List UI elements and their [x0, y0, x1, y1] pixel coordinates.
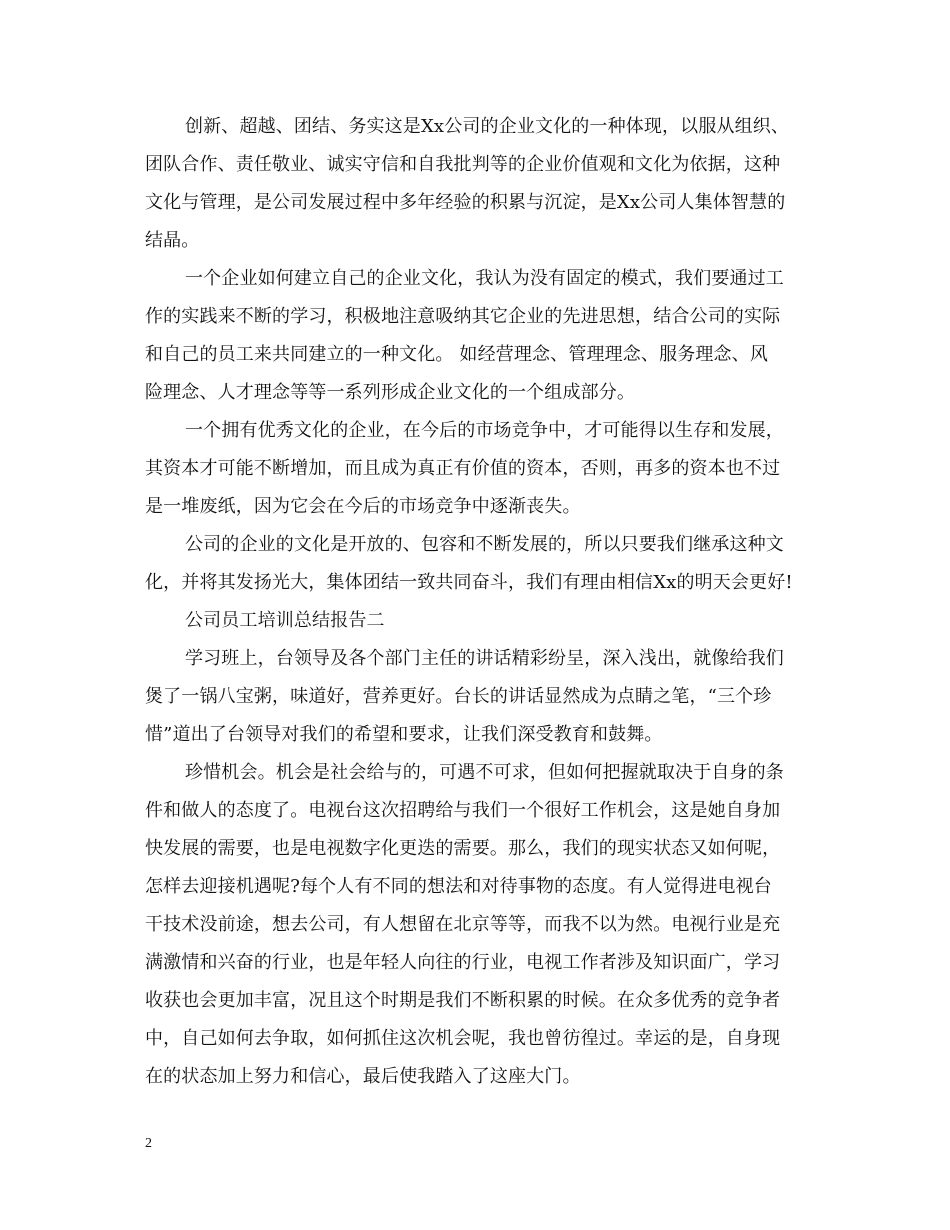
paragraph-4	[145, 535, 813, 592]
text-line: 惜”道出了台领导对我们的希望和要求，让我们深受教育和鼓舞。	[145, 724, 663, 745]
text-line: 其资本才可能不断增加，而且成为真正有价值的资本，否则，再多的资本也不过	[145, 458, 781, 479]
text-line: 结晶。	[145, 230, 200, 251]
paragraph-5	[145, 649, 813, 744]
text-line: 作的实践来不断的学习，积极地注意吸纳其它企业的先进思想，结合公司的实际	[145, 306, 781, 327]
text-line: 一个企业如何建立自己的企业文化，我认为没有固定的模式，我们要通过工	[185, 268, 784, 289]
text-line: 中，自己如何去争取，如何抓住这次机会呢，我也曾彷徨过。幸运的是，自身现	[145, 1028, 781, 1049]
text-line: 是一堆废纸，因为它会在今后的市场竞争中逐渐丧失。	[145, 496, 581, 517]
text-line: 公司的企业的文化是开放的、包容和不断发展的，所以只要我们继承这种文	[185, 534, 784, 555]
paragraph-6	[145, 763, 813, 1086]
document-body	[145, 117, 813, 1105]
text-line: 在的状态加上努力和信心，最后使我踏入了这座大门。	[145, 1066, 581, 1087]
paragraph-1	[145, 117, 813, 250]
text-line: 煲了一锅八宝粥，味道好，营养更好。台长的讲话显然成为点睛之笔，“三个珍	[145, 686, 772, 707]
section-title: 公司员工培训总结报告二	[185, 610, 385, 631]
text-line: 化，并将其发扬光大，集体团结一致共同奋斗，我们有理由相信Xx的明天会更好!	[145, 572, 793, 593]
section-heading	[145, 611, 813, 630]
text-line: 学习班上，台领导及各个部门主任的讲话精彩纷呈，深入浅出，就像给我们	[185, 648, 784, 669]
text-line: 怎样去迎接机遇呢?每个人有不同的想法和对待事物的态度。有人觉得进电视台	[145, 876, 772, 897]
text-line: 团队合作、责任敬业、诚实守信和自我批判等的企业价值观和文化为依据，这种	[145, 154, 781, 175]
text-line: 险理念、人才理念等等一系列形成企业文化的一个组成部分。	[145, 382, 636, 403]
text-line: 收获也会更加丰富，况且这个时期是我们不断积累的时候。在众多优秀的竞争者	[145, 990, 781, 1011]
text-line: 干技术没前途，想去公司，有人想留在北京等等，而我不以为然。电视行业是充	[145, 914, 781, 935]
text-line: 文化与管理，是公司发展过程中多年经验的积累与沉淀，是Xx公司人集体智慧的	[145, 192, 786, 213]
text-line: 满激情和兴奋的行业，也是年轻人向往的行业，电视工作者涉及知识面广，学习	[145, 952, 781, 973]
text-line: 创新、超越、团结、务实这是Xx公司的企业文化的一种体现，以服从组织、	[185, 116, 790, 137]
text-line: 快发展的需要，也是电视数字化更迭的需要。那么，我们的现实状态又如何呢，	[145, 838, 781, 859]
paragraph-3	[145, 421, 813, 516]
text-line: 和自己的员工来共同建立的一种文化。 如经营理念、管理理念、服务理念、风	[145, 344, 768, 365]
page-number: 2	[145, 1136, 152, 1151]
paragraph-2	[145, 269, 813, 402]
text-line: 件和做人的态度了。电视台这次招聘给与我们一个很好工作机会，这是她自身加	[145, 800, 781, 821]
text-line: 珍惜机会。机会是社会给与的，可遇不可求，但如何把握就取决于自身的条	[185, 762, 784, 783]
text-line: 一个拥有优秀文化的企业，在今后的市场竞争中，才可能得以生存和发展，	[185, 420, 784, 441]
